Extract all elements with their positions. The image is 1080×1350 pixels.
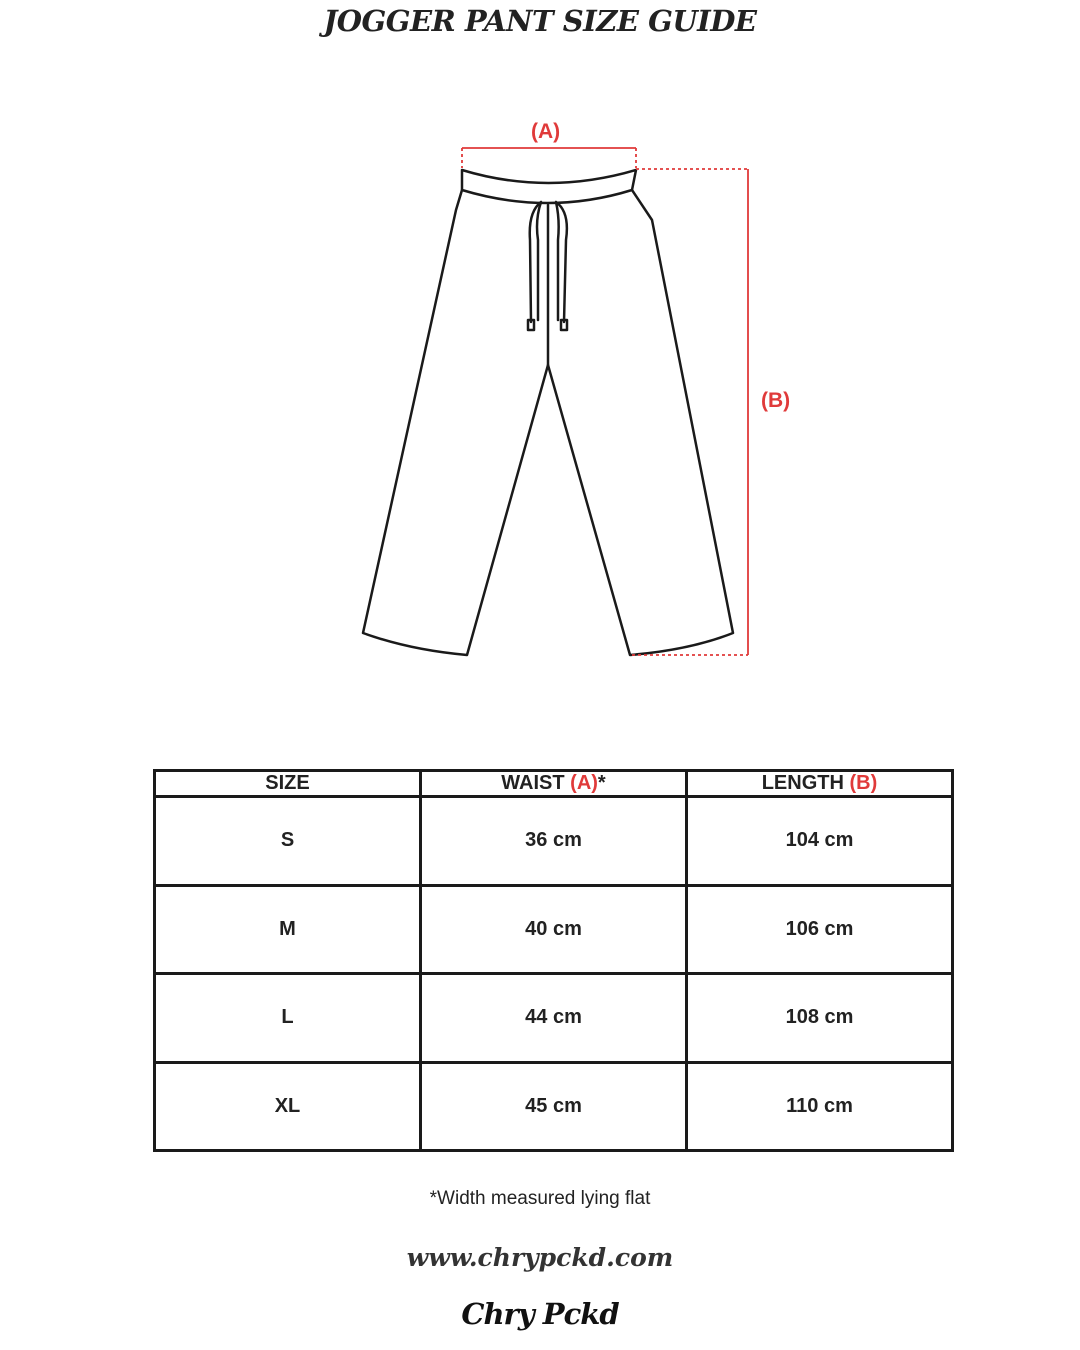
footnote: *Width measured lying flat — [429, 1188, 651, 1209]
cell-waist: 44 cm — [421, 974, 687, 1063]
label-b: (B) — [761, 389, 791, 412]
cell-size: M — [155, 885, 421, 974]
website-link[interactable]: www.chrypckd.com — [406, 1243, 674, 1272]
header-length: LENGTH (B) — [687, 771, 953, 797]
measure-a-guide — [462, 148, 636, 168]
cell-waist: 36 cm — [421, 797, 687, 886]
cell-length: 110 cm — [687, 1062, 953, 1151]
table-row — [155, 797, 953, 886]
table-header-row — [155, 771, 953, 797]
cell-waist: 45 cm — [421, 1062, 687, 1151]
cell-length: 106 cm — [687, 885, 953, 974]
cell-size: S — [155, 797, 421, 886]
brand-logo: Chry Pckd — [461, 1297, 619, 1331]
header-waist: WAIST (A)* — [421, 771, 687, 797]
cell-size: XL — [155, 1062, 421, 1151]
cell-size: L — [155, 974, 421, 1063]
table-row — [155, 1062, 953, 1151]
cell-length: 104 cm — [687, 797, 953, 886]
table-row — [155, 974, 953, 1063]
pant-outline — [363, 170, 733, 655]
header-size: SIZE — [155, 771, 421, 797]
page-title: JOGGER PANT SIZE GUIDE — [323, 4, 757, 38]
cell-waist: 40 cm — [421, 885, 687, 974]
table-row — [155, 885, 953, 974]
cell-length: 108 cm — [687, 974, 953, 1063]
label-a: (A) — [531, 120, 561, 143]
waistband — [462, 170, 636, 203]
size-table — [153, 769, 954, 1152]
